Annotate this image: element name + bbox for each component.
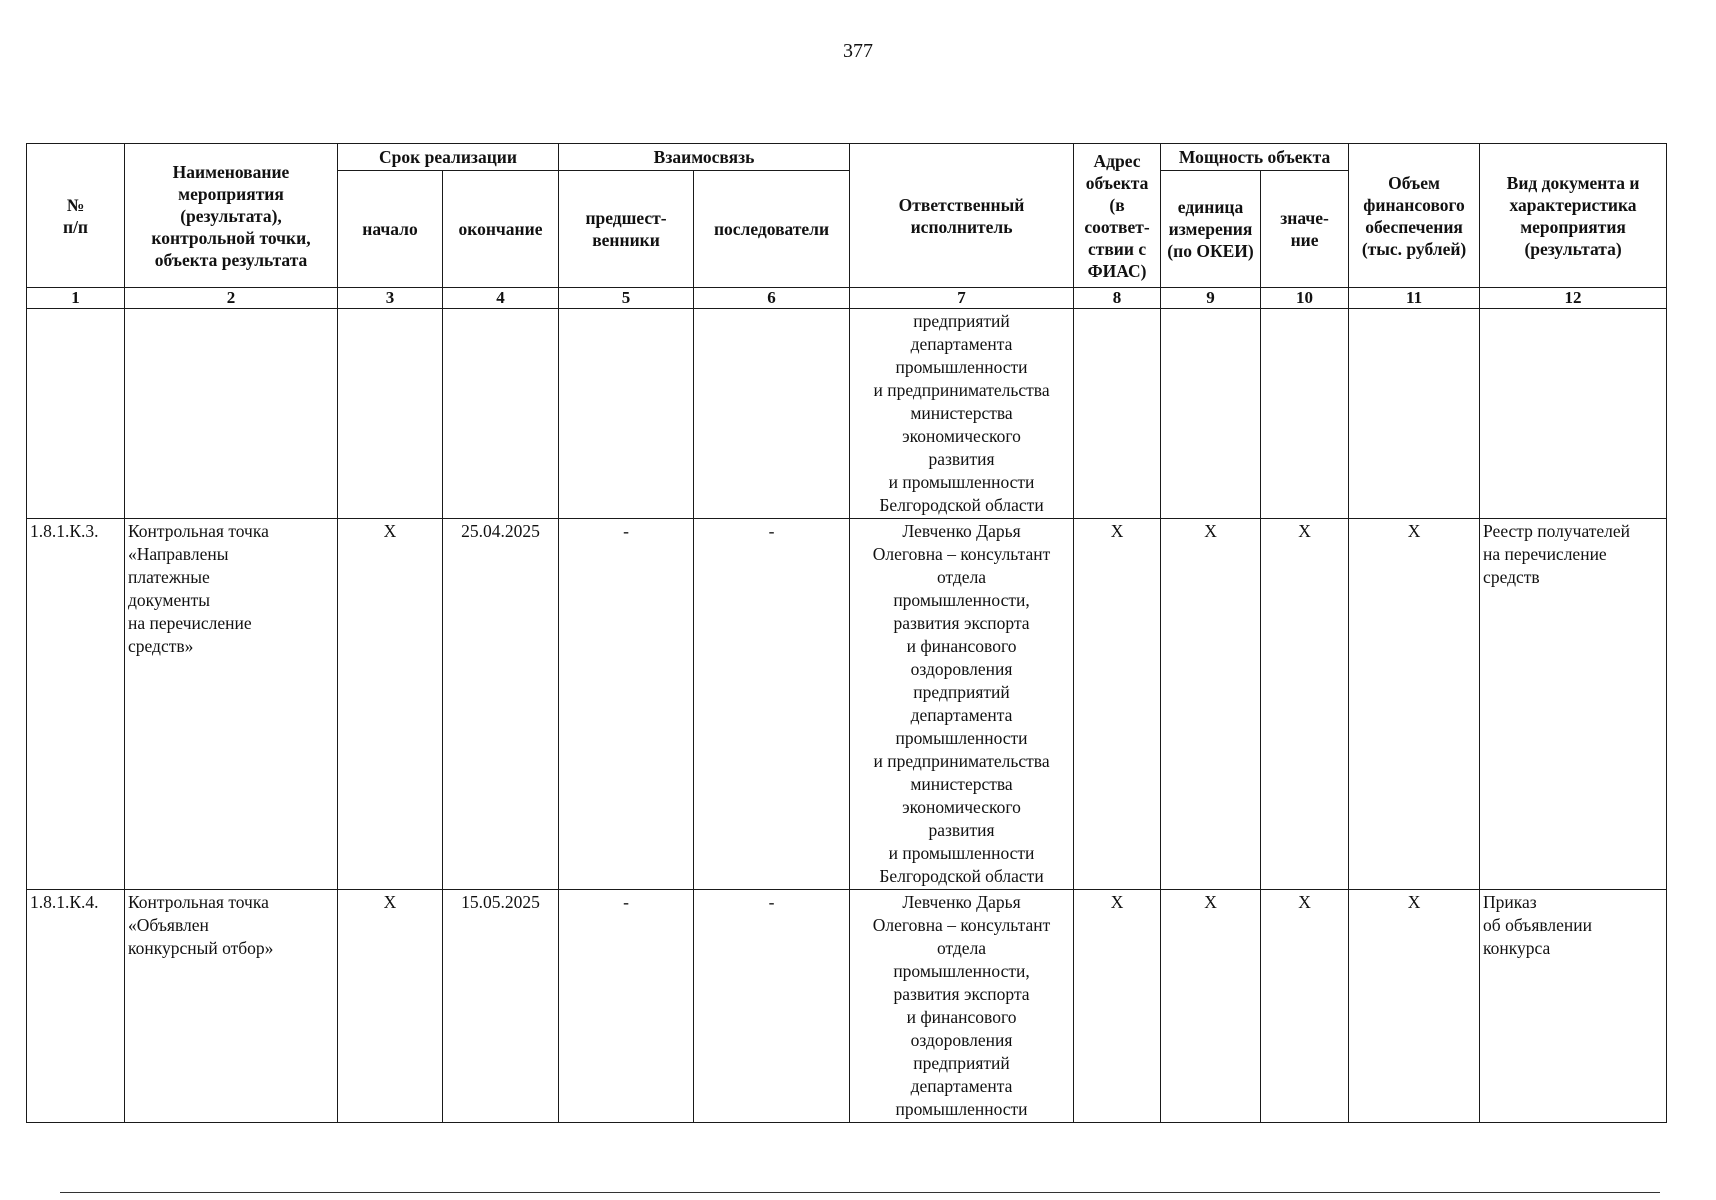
page-number: 377 xyxy=(843,40,873,62)
header-address: Адрес объекта (в соответ-ствии с ФИАС) xyxy=(1074,144,1161,288)
row-end: 15.05.2025 xyxy=(443,890,559,1123)
row-start: X xyxy=(338,519,443,890)
row-responsible: предприятий департамента промышленности и предпринимательства министерства экономического развития и промышленности Белгородской области xyxy=(850,309,1074,519)
row-value: X xyxy=(1261,890,1349,1123)
table-row xyxy=(27,519,1667,890)
row-followers: - xyxy=(694,519,850,890)
row-unit xyxy=(1161,309,1261,519)
column-number: 2 xyxy=(125,288,338,309)
header-predecessors: предшест- венники xyxy=(559,171,694,288)
header-doc-type: Вид документа и характеристика мероприятия (результата) xyxy=(1480,144,1667,288)
row-doc-type: Приказ об объявлении конкурса xyxy=(1480,890,1667,1123)
column-number: 9 xyxy=(1161,288,1261,309)
row-financing: X xyxy=(1349,890,1480,1123)
header-relation-group: Взаимосвязь xyxy=(559,144,850,171)
header-responsible: Ответственный исполнитель xyxy=(850,144,1074,288)
row-index xyxy=(27,309,125,519)
column-number: 1 xyxy=(27,288,125,309)
row-start xyxy=(338,309,443,519)
column-number: 6 xyxy=(694,288,850,309)
row-name xyxy=(125,309,338,519)
row-responsible: Левченко Дарья Олеговна – консультант отдела промышленности, развития экспорта и финансового оздоровления предприятий департамента промышленности xyxy=(850,890,1074,1123)
row-financing: X xyxy=(1349,519,1480,890)
row-unit: X xyxy=(1161,890,1261,1123)
row-address: X xyxy=(1074,890,1161,1123)
column-number: 7 xyxy=(850,288,1074,309)
row-responsible: Левченко Дарья Олеговна – консультант отдела промышленности, развития экспорта и финансового оздоровления предприятий департамента промышленности и предпринимательства министерства экономического развития и промышленности Белгородской области xyxy=(850,519,1074,890)
column-number: 11 xyxy=(1349,288,1480,309)
scan-edge-line xyxy=(60,1192,1660,1193)
row-predecessors xyxy=(559,309,694,519)
column-number: 5 xyxy=(559,288,694,309)
header-name: Наименование мероприятия (результата), контрольной точки, объекта результата xyxy=(125,144,338,288)
header-capacity-group: Мощность объекта xyxy=(1161,144,1349,171)
header-row-1 xyxy=(27,144,1667,171)
row-index: 1.8.1.К.3. xyxy=(27,519,125,890)
row-doc-type xyxy=(1480,309,1667,519)
header-end: окончание xyxy=(443,171,559,288)
header-financing: Объем финансового обеспечения (тыс. рублей) xyxy=(1349,144,1480,288)
row-name: Контрольная точка «Направлены платежные документы на перечисление средств» xyxy=(125,519,338,890)
row-followers xyxy=(694,309,850,519)
header-start: начало xyxy=(338,171,443,288)
table-row xyxy=(27,309,1667,519)
column-number: 8 xyxy=(1074,288,1161,309)
header-num: № п/п xyxy=(27,144,125,288)
row-predecessors: - xyxy=(559,890,694,1123)
column-number: 3 xyxy=(338,288,443,309)
header-value: значе- ние xyxy=(1261,171,1349,288)
row-name: Контрольная точка «Объявлен конкурсный отбор» xyxy=(125,890,338,1123)
row-unit: X xyxy=(1161,519,1261,890)
row-end xyxy=(443,309,559,519)
header-followers: последователи xyxy=(694,171,850,288)
row-end: 25.04.2025 xyxy=(443,519,559,890)
row-address: X xyxy=(1074,519,1161,890)
column-number: 12 xyxy=(1480,288,1667,309)
row-address xyxy=(1074,309,1161,519)
results-table xyxy=(26,143,1667,1123)
row-value: X xyxy=(1261,519,1349,890)
header-unit: единица измерения (по ОКЕИ) xyxy=(1161,171,1261,288)
row-followers: - xyxy=(694,890,850,1123)
row-doc-type: Реестр получателей на перечисление средств xyxy=(1480,519,1667,890)
table-row xyxy=(27,890,1667,1123)
column-number-row xyxy=(27,288,1667,309)
row-financing xyxy=(1349,309,1480,519)
column-number: 10 xyxy=(1261,288,1349,309)
row-predecessors: - xyxy=(559,519,694,890)
row-index: 1.8.1.К.4. xyxy=(27,890,125,1123)
header-term-group: Срок реализации xyxy=(338,144,559,171)
column-number: 4 xyxy=(443,288,559,309)
row-value xyxy=(1261,309,1349,519)
row-start: X xyxy=(338,890,443,1123)
